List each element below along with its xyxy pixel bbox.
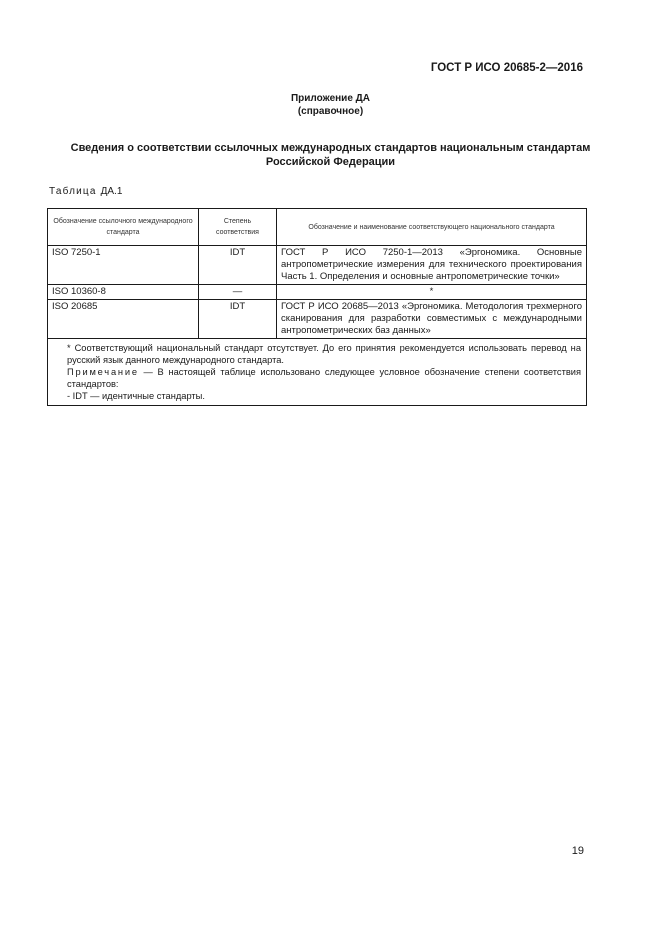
cell-degree: IDT: [199, 246, 277, 285]
table-header-row: [48, 209, 587, 246]
table-caption: [49, 186, 122, 197]
note: [53, 366, 581, 390]
column-header-reference: Обозначение ссылочного международного стандарта: [48, 209, 199, 246]
cell-national: ГОСТ Р ИСО 20685—2013 «Эргономика. Методология трехмерного сканирования для разработки совместимых с международными антропометрических баз данных»: [277, 300, 587, 339]
column-header-degree: Степень соответствия: [199, 209, 277, 246]
appendix-heading: [0, 92, 661, 118]
cell-reference: ISO 10360-8: [48, 285, 199, 300]
cell-national: ГОСТ Р ИСО 7250-1—2013 «Эргономика. Основные антропометрические измерения для технического проектирования Часть 1. Определения и основные антропометрические точки»: [277, 246, 587, 285]
table-row: [48, 285, 587, 300]
page-number: 19: [571, 845, 584, 857]
cell-national: *: [277, 285, 587, 300]
column-header-national: Обозначение и наименование соответствующего национального стандарта: [277, 209, 587, 246]
appendix-title: Приложение ДА: [290, 93, 371, 104]
footnote: * Соответствующий национальный стандарт отсутствует. До его принятия рекомендуется использовать перевод на русский язык данного международного стандарта.: [67, 343, 581, 365]
note-text: — В настоящей таблице использовано следующее условное обозначение степени соответствия стандартов:: [67, 367, 581, 389]
appendix-subtitle: (справочное): [297, 106, 364, 117]
cell-reference: ISO 7250-1: [48, 246, 199, 285]
cell-degree: —: [199, 285, 277, 300]
legend-item: - IDT — идентичные стандарты.: [67, 391, 205, 401]
table-notes: [48, 339, 587, 406]
table-notes-row: [48, 339, 587, 406]
table-caption-number: ДА.1: [100, 186, 123, 197]
note-label: Примечание: [67, 367, 139, 377]
standard-code: ГОСТ Р ИСО 20685-2—2016: [430, 62, 583, 74]
table-caption-label: Таблица: [49, 186, 97, 197]
table-row: [48, 300, 587, 339]
correspondence-table: [47, 208, 587, 406]
table-row: [48, 246, 587, 285]
main-title: Сведения о соответствии ссылочных международных стандартов национальным стандартам Российской Федерации: [70, 142, 591, 168]
cell-degree: IDT: [199, 300, 277, 339]
cell-reference: ISO 20685: [48, 300, 199, 339]
